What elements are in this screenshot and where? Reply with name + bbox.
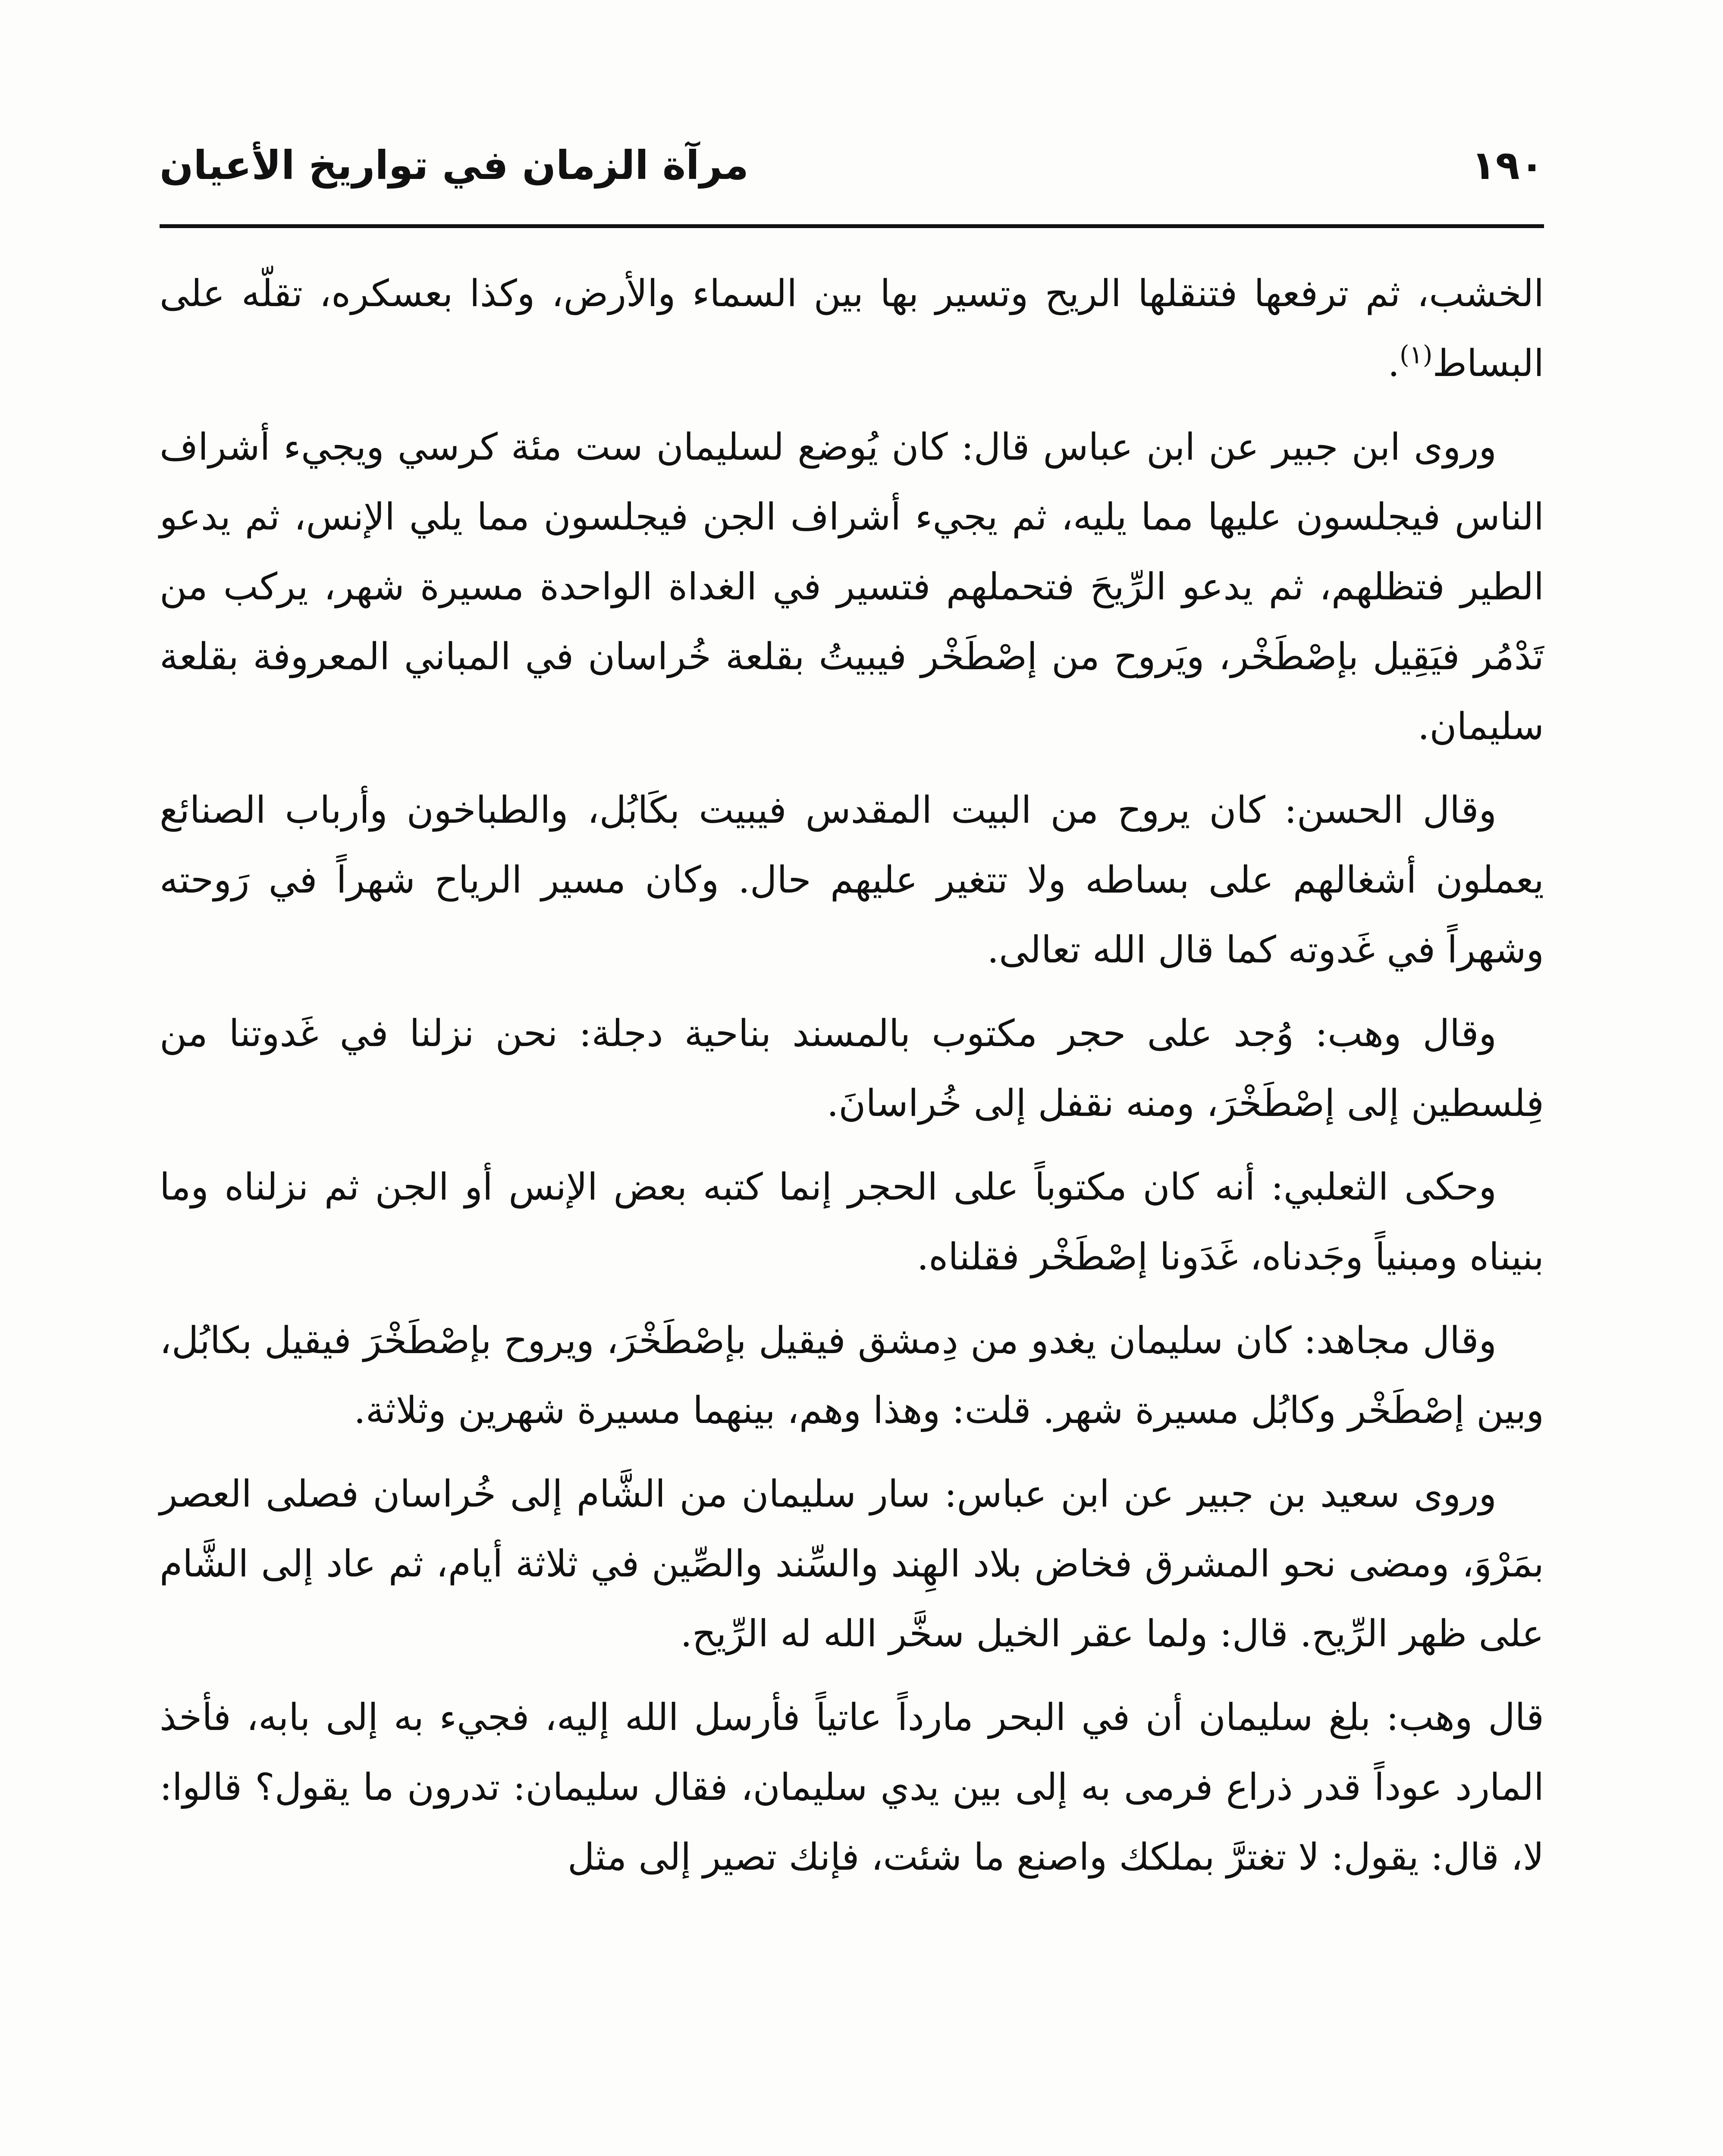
paragraph: وحكى الثعلبي: أنه كان مكتوباً على الحجر إنما كتبه بعض الإنس أو الجن ثم نزلناه وما بنيناه ومبنياً وجَدناه، غَدَونا إصْطَخْر فقلناه. [160, 1166, 1544, 1279]
page-number: ١٩٠ [1471, 142, 1544, 188]
paragraph: قال وهب: بلغ سليمان أن في البحر مارداً عاتياً فأرسل الله إليه، فجيء به إلى بابه، فأخذ المارد عوداً قدر ذراع فرمى به إلى بين يدي سليمان، فقال سليمان: تدرون ما يقول؟ قالوا: لا، قال: يقول: لا تغترَّ بملكك واصنع ما شئت، فإنك تصير إلى مثل [160, 1696, 1544, 1879]
book-title: مرآة الزمان في تواريخ الأعيان [160, 142, 749, 188]
header-rule [160, 224, 1544, 228]
paragraph: وقال وهب: وُجد على حجر مكتوب بالمسند بناحية دجلة: نحن نزلنا في غَدوتنا من فِلسطين إلى إصْطَخْرَ، ومنه نقفل إلى خُراسانَ. [160, 1012, 1544, 1125]
paragraph: وقال الحسن: كان يروح من البيت المقدس فيبيت بكَابُل، والطباخون وأرباب الصنائع يعملون أشغالهم على بساطه ولا تتغير عليهم حال. وكان مسير الرياح شهراً في رَوحته وشهراً في غَدوته كما قال الله تعالى. [160, 789, 1544, 971]
paragraph: وروى ابن جبير عن ابن عباس قال: كان يُوضع لسليمان ست مئة كرسي ويجيء أشراف الناس فيجلسون عليها مما يليه، ثم يجيء أشراف الجن فيجلسون مما يلي الإنس، ثم يدعو الطير فتظلهم، ثم يدعو الرِّيحَ فتحملهم فتسير في الغداة الواحدة مسيرة شهر، يركب من تَدْمُر فيَقِيل بإصْطَخْر، ويَروح من إصْطَخْر فيبيتُ بقلعة خُراسان في المباني المعروفة بقلعة سليمان. [160, 426, 1544, 748]
paragraph: الخشب، ثم ترفعها فتنقلها الريح وتسير بها بين السماء والأرض، وكذا بعسكره، تقلّه على البساط$^{(١)}$. [160, 272, 1544, 385]
running-header [160, 142, 1544, 207]
paragraph: وروى سعيد بن جبير عن ابن عباس: سار سليمان من الشَّام إلى خُراسان فصلى العصر بمَرْوَ، ومضى نحو المشرق فخاض بلاد الهِند والسِّند والصِّين في ثلاثة أيام، ثم عاد إلى الشَّام على ظهر الرِّيح. قال: ولما عقر الخيل سخَّر الله له الرِّيح. [160, 1473, 1544, 1655]
paragraph: وقال مجاهد: كان سليمان يغدو من دِمشق فيقيل بإصْطَخْرَ، ويروح بإصْطَخْرَ فيقيل بكابُل، وبين إصْطَخْر وكابُل مسيرة شهر. قلت: وهذا وهم، بينهما مسيرة شهرين وثلاثة. [160, 1319, 1544, 1432]
footnote-marker: (١) [1400, 340, 1433, 370]
main-text [160, 259, 1544, 1906]
paragraph-text: الخشب، ثم ترفعها فتنقلها الريح وتسير بها بين السماء والأرض، وكذا بعسكره، تقلّه على البساط [160, 272, 1544, 385]
